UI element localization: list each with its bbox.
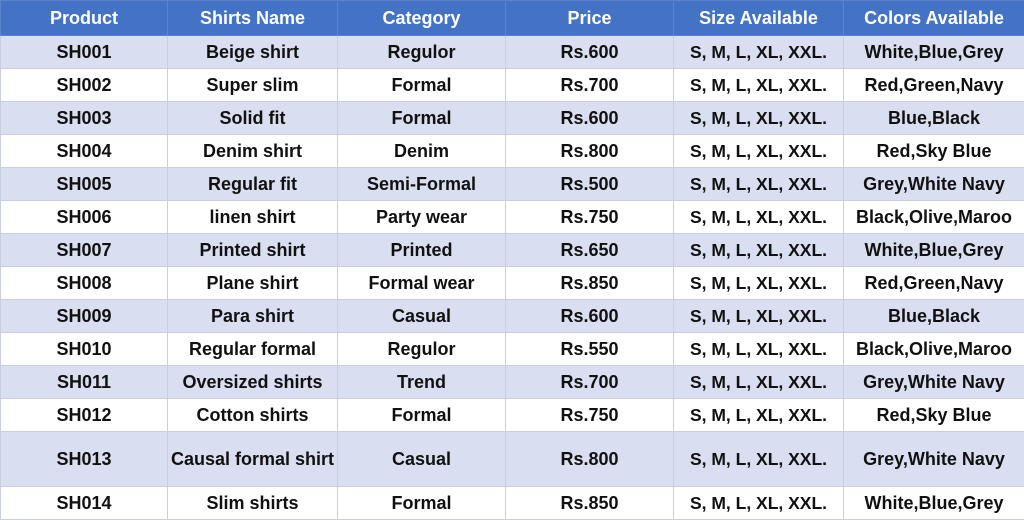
sizes-cell: S, M, L, XL, XXL. [674,432,844,487]
price-cell: Rs.750 [506,399,674,432]
table-row [1,36,1024,69]
category-cell: Casual [338,432,506,487]
sizes-cell: S, M, L, XL, XXL. [674,487,844,520]
name-cell: Printed shirt [168,234,338,267]
price-cell: Rs.600 [506,102,674,135]
price-cell: Rs.700 [506,69,674,102]
price-cell: Rs.800 [506,135,674,168]
header-colors-available: Colors Available [844,1,1024,36]
product-cell: SH011 [1,366,168,399]
table-row [1,201,1024,234]
table-row [1,135,1024,168]
category-cell: Formal [338,69,506,102]
category-cell: Denim [338,135,506,168]
colors-cell: Black,Olive,Maroo [844,333,1024,366]
sizes-cell: S, M, L, XL, XXL. [674,135,844,168]
header-product: Product [1,1,168,36]
product-cell: SH005 [1,168,168,201]
header-category: Category [338,1,506,36]
product-cell: SH004 [1,135,168,168]
table-row [1,168,1024,201]
category-cell: Regulor [338,333,506,366]
category-cell: Formal [338,487,506,520]
table-row [1,399,1024,432]
colors-cell: White,Blue,Grey [844,36,1024,69]
product-cell: SH013 [1,432,168,487]
product-cell: SH014 [1,487,168,520]
name-cell: Slim shirts [168,487,338,520]
sizes-cell: S, M, L, XL, XXL. [674,399,844,432]
sizes-cell: S, M, L, XL, XXL. [674,102,844,135]
sizes-cell: S, M, L, XL, XXL. [674,36,844,69]
category-cell: Regulor [338,36,506,69]
colors-cell: Grey,White Navy [844,432,1024,487]
colors-cell: Red,Sky Blue [844,135,1024,168]
header-row [1,1,1024,36]
name-cell: Solid fit [168,102,338,135]
product-cell: SH007 [1,234,168,267]
colors-cell: Blue,Black [844,300,1024,333]
table-row [1,432,1024,487]
table-row [1,69,1024,102]
name-cell: Super slim [168,69,338,102]
name-cell: Cotton shirts [168,399,338,432]
colors-cell: Red,Green,Navy [844,267,1024,300]
category-cell: Trend [338,366,506,399]
price-cell: Rs.600 [506,300,674,333]
name-cell: Oversized shirts [168,366,338,399]
header-shirts-name: Shirts Name [168,1,338,36]
sizes-cell: S, M, L, XL, XXL. [674,69,844,102]
sizes-cell: S, M, L, XL, XXL. [674,168,844,201]
sizes-cell: S, M, L, XL, XXL. [674,201,844,234]
sizes-cell: S, M, L, XL, XXL. [674,300,844,333]
sizes-cell: S, M, L, XL, XXL. [674,234,844,267]
table-row [1,267,1024,300]
category-cell: Formal wear [338,267,506,300]
category-cell: Printed [338,234,506,267]
sizes-cell: S, M, L, XL, XXL. [674,333,844,366]
price-cell: Rs.600 [506,36,674,69]
category-cell: Semi-Formal [338,168,506,201]
sizes-cell: S, M, L, XL, XXL. [674,366,844,399]
price-cell: Rs.800 [506,432,674,487]
category-cell: Party wear [338,201,506,234]
colors-cell: Red,Sky Blue [844,399,1024,432]
category-cell: Casual [338,300,506,333]
colors-cell: White,Blue,Grey [844,234,1024,267]
table-row [1,234,1024,267]
header-price: Price [506,1,674,36]
colors-cell: Red,Green,Navy [844,69,1024,102]
product-cell: SH009 [1,300,168,333]
price-cell: Rs.650 [506,234,674,267]
product-cell: SH010 [1,333,168,366]
product-cell: SH012 [1,399,168,432]
price-cell: Rs.500 [506,168,674,201]
product-cell: SH003 [1,102,168,135]
price-cell: Rs.750 [506,201,674,234]
header-size-available: Size Available [674,1,844,36]
name-cell: Para shirt [168,300,338,333]
product-cell: SH006 [1,201,168,234]
name-cell: Beige shirt [168,36,338,69]
price-cell: Rs.550 [506,333,674,366]
colors-cell: Grey,White Navy [844,366,1024,399]
table-row [1,102,1024,135]
name-cell: linen shirt [168,201,338,234]
table-row [1,487,1024,520]
category-cell: Formal [338,102,506,135]
product-cell: SH008 [1,267,168,300]
colors-cell: Black,Olive,Maroo [844,201,1024,234]
name-cell: Regular formal [168,333,338,366]
name-cell: Plane shirt [168,267,338,300]
price-cell: Rs.700 [506,366,674,399]
name-cell: Causal formal shirt [168,432,338,487]
table-row [1,366,1024,399]
table-row [1,333,1024,366]
price-cell: Rs.850 [506,267,674,300]
table-row [1,300,1024,333]
colors-cell: Blue,Black [844,102,1024,135]
sizes-cell: S, M, L, XL, XXL. [674,267,844,300]
name-cell: Denim shirt [168,135,338,168]
colors-cell: Grey,White Navy [844,168,1024,201]
price-cell: Rs.850 [506,487,674,520]
product-cell: SH002 [1,69,168,102]
product-cell: SH001 [1,36,168,69]
colors-cell: White,Blue,Grey [844,487,1024,520]
category-cell: Formal [338,399,506,432]
name-cell: Regular fit [168,168,338,201]
